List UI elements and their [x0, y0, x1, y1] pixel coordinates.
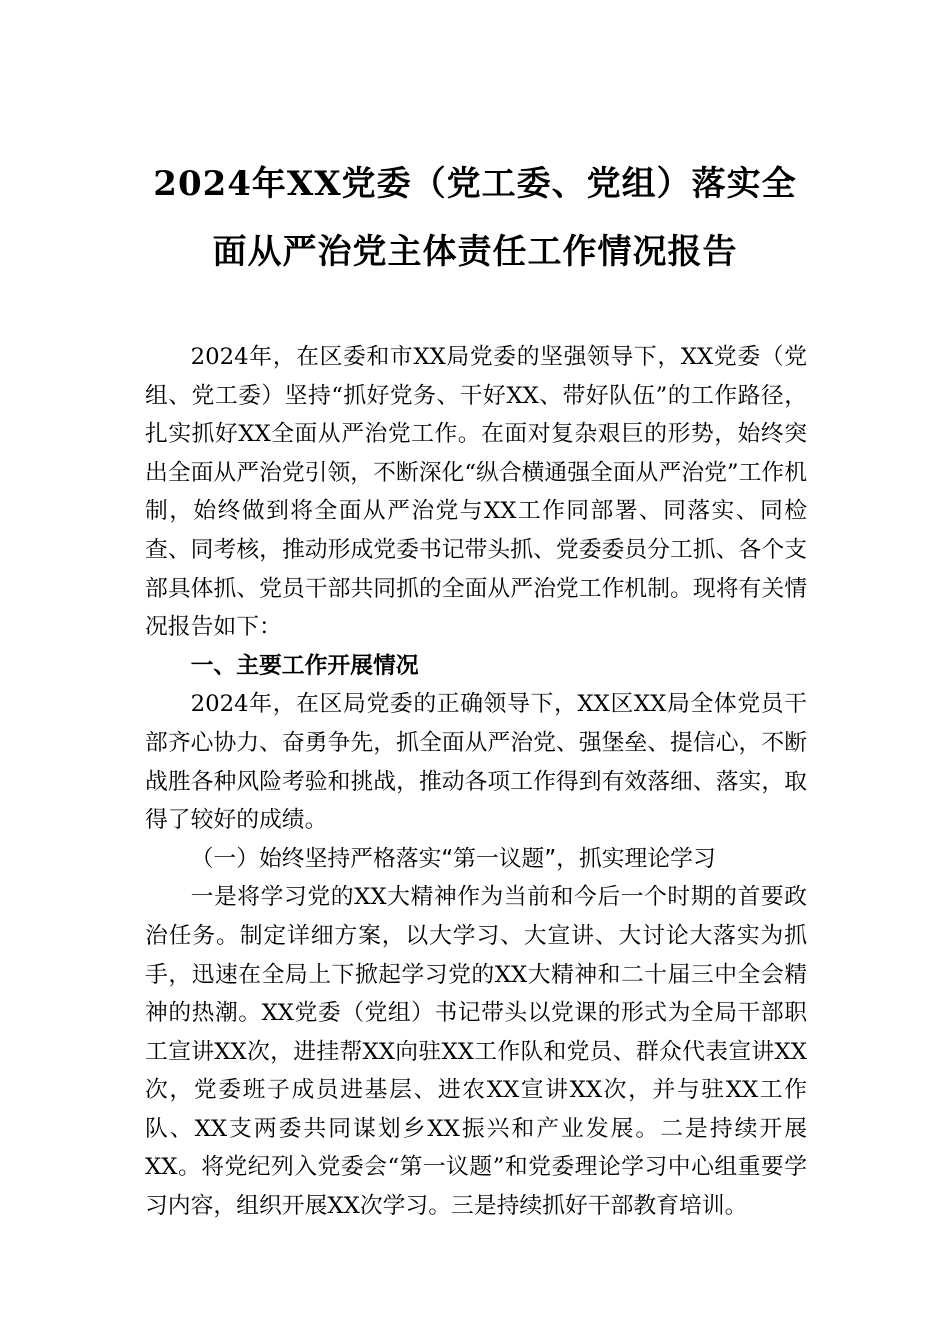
title-line-2: 面从严治党主体责任工作情况报告 — [212, 232, 738, 272]
document-title — [140, 150, 810, 286]
body-paragraph: 一是将学习党的XX大精神作为当前和今后一个时期的首要政治任务。制定详细方案，以大学习、大宣讲、大讨论大落实为抓手，迅速在全局上下掀起学习党的XX大精神和二十届三中全会精神的热潮。XX党委（党组）书记带头以党课的形式为全局干部职工宣讲XX次，进挂帮XX向驻XX工作队和党员、群众代表宣讲XX次，党委班子成员进基层、进农XX宣讲XX次，并与驻XX工作队、XX支两委共同谋划乡XX振兴和产业发展。二是持续开展XX。将党纪列入党委会“第一议题”和党委理论学习中心组重要学习内容，组织开展XX次学习。三是持续抓好干部教育培训。 — [145, 884, 807, 1220]
section-heading: 一、主要工作开展情况 — [190, 652, 419, 679]
document-body — [145, 338, 807, 1226]
intro-paragraph: 2024年，在区委和市XX局党委的坚强领导下，XX党委（党组、党工委）坚持“抓好党务、干好XX、带好队伍”的工作路径，扎实抓好XX全面从严治党工作。在面对复杂艰巨的形势，始终突出全面从严治党引领，不断深化“纵合横通强全面从严治党”工作机制，始终做到将全面从严治党与XX工作同部署、同落实、同检查、同考核，推动形成党委书记带头抓、党委委员分工抓、各个支部具体抓、党员干部共同抓的全面从严治党工作机制。现将有关情况报告如下： — [145, 344, 807, 641]
body-paragraph: 2024年，在区局党委的正确领导下，XX区XX局全体党员干部齐心协力、奋勇争先，抓全面从严治党、强堡垒、提信心，不断战胜各种风险考验和挑战，推动各项工作得到有效落细、落实，取得了较好的成绩。 — [145, 691, 807, 834]
title-line-1: 2024年XX党委（党工委、党组）落实全 — [153, 164, 797, 204]
subsection-heading: （一）始终坚持严格落实“第一议题”，抓实理论学习 — [190, 845, 716, 872]
